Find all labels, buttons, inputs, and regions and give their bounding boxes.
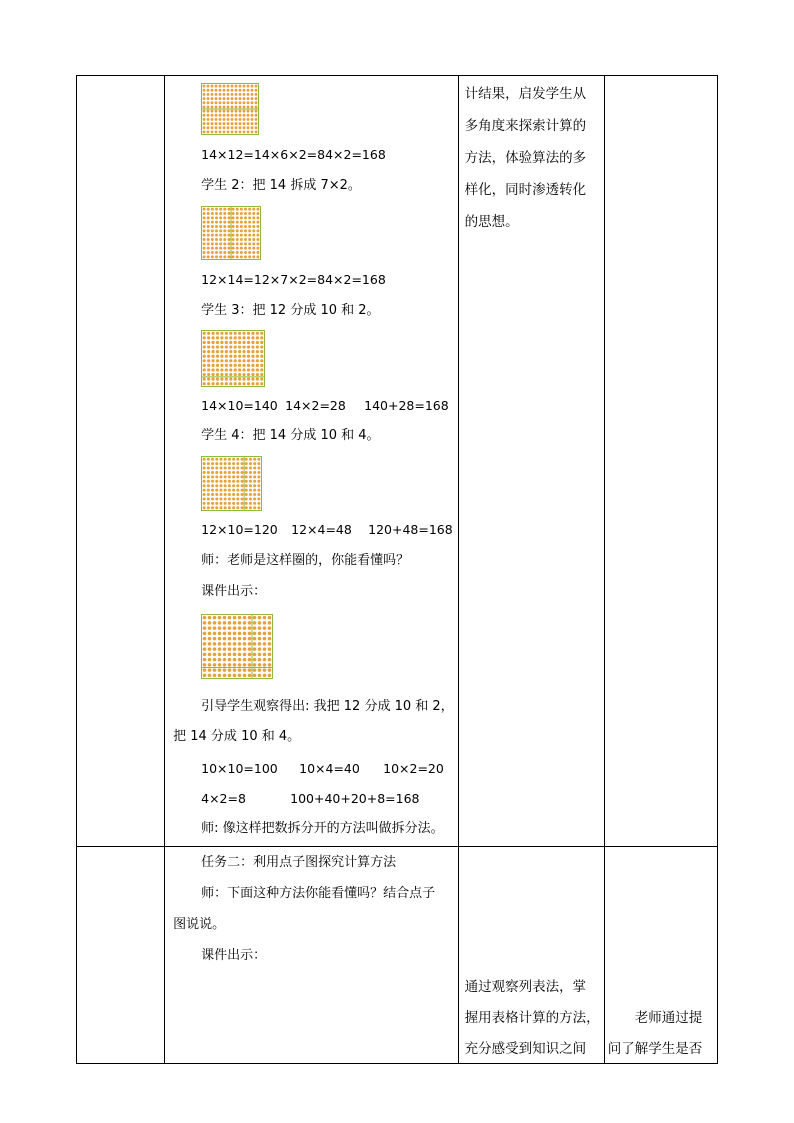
table-row (77, 76, 718, 847)
equation-5c: 10×2=20 (383, 761, 444, 776)
equation-4c: 120+48=168 (368, 522, 453, 537)
reflection-cell (604, 847, 717, 1064)
equation-6a: 4×2=8 (201, 791, 246, 806)
intent-line: 方法，体验算法的多 (464, 150, 587, 166)
reflection-line: 问了解学生是否 (607, 1041, 703, 1057)
table-row (77, 847, 718, 1064)
teacher-question: 师：老师是这样圈的，你能看懂吗？ (201, 553, 410, 568)
dot-array-figure-4 (201, 456, 262, 511)
dot-array-figure-2 (201, 206, 261, 260)
equation-3c: 140+28=168 (364, 398, 449, 413)
equation-4b: 12×4=48 (291, 522, 352, 537)
process-cell (165, 76, 458, 847)
equation-5a: 10×10=100 (201, 761, 278, 776)
intent-line: 充分感受到知识之间 (464, 1041, 587, 1057)
lesson-table (76, 75, 718, 1064)
teacher-line-2: 图说说。 (173, 917, 226, 932)
dot-array-figure-1 (201, 83, 259, 135)
guide-line-1: 引导学生观察得出: 我把 12 分成 10 和 2， (201, 699, 454, 714)
equation-3a: 14×10=140 (201, 398, 278, 413)
equation-1: 14×12=14×6×2=84×2=168 (201, 147, 386, 162)
intent-line: 通过观察列表法，掌 (464, 979, 587, 995)
equation-5b: 10×4=40 (299, 761, 360, 776)
intent-line: 多角度来探索计算的 (464, 118, 587, 134)
equation-6b: 100+40+20+8=168 (290, 791, 420, 806)
stage-cell (77, 847, 165, 1064)
intent-line: 样化，同时渗透转化 (464, 182, 587, 198)
courseware-label: 课件出示： (201, 948, 267, 963)
student-2-text: 学生 2：把 14 拆成 7×2。 (201, 178, 361, 193)
intent-line: 握用表格计算的方法， (464, 1010, 600, 1026)
dot-array-svg (202, 331, 264, 386)
equation-2: 12×14=12×7×2=84×2=168 (201, 272, 386, 287)
dot-array-svg (202, 615, 272, 678)
intent-line: 的思想。 (464, 214, 519, 230)
process-cell (165, 847, 458, 1064)
student-3-text: 学生 3：把 12 分成 10 和 2。 (201, 303, 380, 318)
intent-line: 计结果，启发学生从 (464, 86, 587, 102)
dot-array-svg (202, 84, 258, 134)
dot-array-figure-3 (201, 330, 265, 387)
dot-array-svg (202, 207, 260, 259)
task-two-title: 任务二：利用点子图探究计算方法 (201, 855, 397, 870)
student-4-text: 学生 4：把 14 分成 10 和 4。 (201, 428, 380, 443)
reflection-line: 老师通过提 (634, 1010, 703, 1026)
equation-4a: 12×10=120 (201, 522, 278, 537)
dot-array-figure-5 (201, 614, 273, 679)
intent-cell (458, 76, 604, 847)
reflection-cell (604, 76, 717, 847)
dot-array-svg (202, 457, 261, 510)
teacher-line-1: 师：下面这种方法你能看懂吗？结合点子 (201, 886, 436, 901)
equation-3b: 14×2=28 (285, 398, 346, 413)
stage-cell (77, 76, 165, 847)
conclusion-text: 师: 像这样把数拆分开的方法叫做拆分法。 (201, 821, 444, 836)
intent-cell (458, 847, 604, 1064)
guide-line-2: 把 14 分成 10 和 4。 (173, 729, 301, 744)
courseware-label: 课件出示： (201, 584, 267, 599)
